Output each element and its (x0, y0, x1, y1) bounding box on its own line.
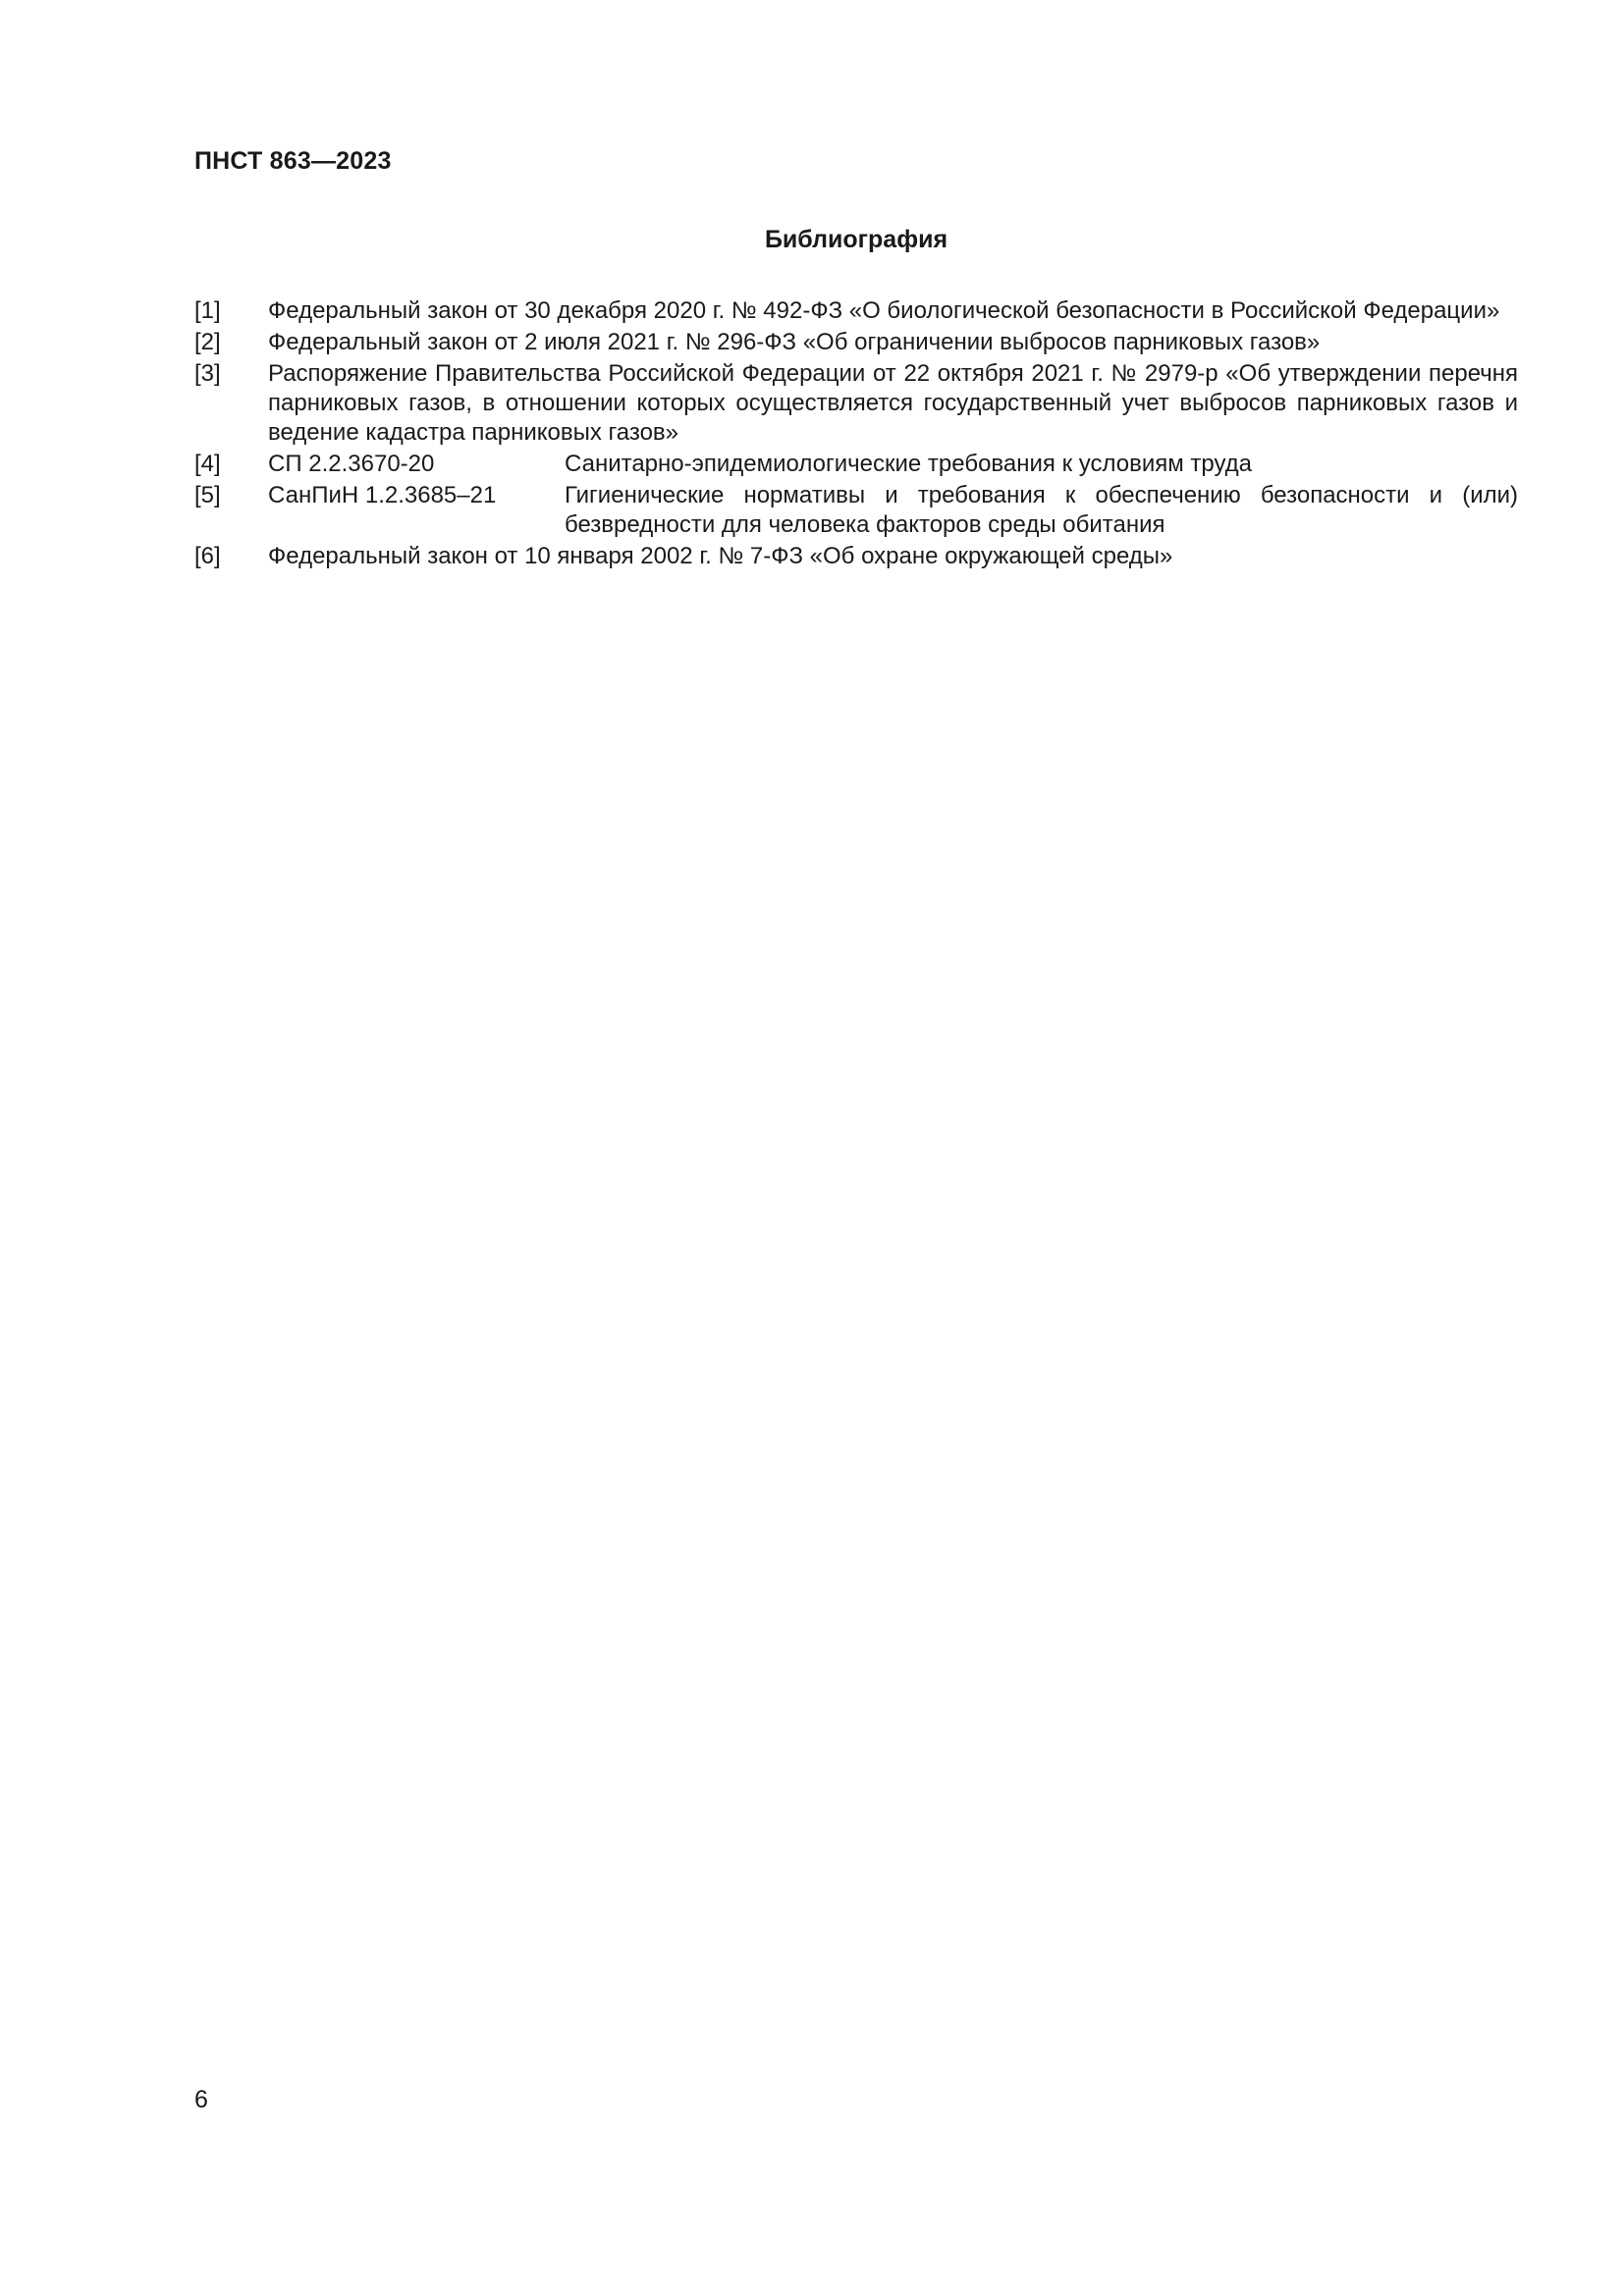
entry-number: [5] (194, 482, 221, 508)
entry-code: СП 2.2.3670-20 (268, 451, 435, 477)
entry-number: [4] (194, 451, 221, 477)
entry-text: Федеральный закон от 30 декабря 2020 г. № 492-ФЗ «О биологической безопасности в Российской Федерации» (268, 297, 1500, 324)
entry-number: [1] (194, 297, 221, 324)
bibliography-entry-6 (194, 542, 1518, 571)
entry-text: Гигиенические нормативы и требования к обеспечению безопасности и (или) безвредности для человека факторов среды обитания (565, 482, 1518, 538)
entry-code: СанПиН 1.2.3685–21 (268, 482, 497, 508)
bibliography-entry-5 (194, 481, 1518, 540)
bibliography-entry-1 (194, 296, 1518, 326)
bibliography-title: Библиография (764, 226, 948, 253)
entry-text: Федеральный закон от 10 января 2002 г. № 7-ФЗ «Об охране окружающей среды» (268, 543, 1173, 569)
entry-text: Распоряжение Правительства Российской Федерации от 22 октября 2021 г. № 2979-р «Об утверждении перечня парниковых газов, в отношении которых осуществляется государственный учет выбросов парниковых газов и ведение кадастра парниковых газов» (268, 360, 1518, 446)
entry-number: [2] (194, 329, 221, 355)
page-number: 6 (194, 2086, 208, 2113)
bibliography-entry-4 (194, 450, 1518, 479)
bibliography-entry-3 (194, 359, 1518, 448)
bibliography-list (194, 296, 1518, 573)
entry-text: Санитарно-эпидемиологические требования к условиям труда (565, 451, 1253, 477)
entry-text: Федеральный закон от 2 июля 2021 г. № 296-ФЗ «Об ограничении выбросов парниковых газов» (268, 329, 1321, 355)
bibliography-entry-2 (194, 328, 1518, 357)
entry-number: [6] (194, 543, 221, 569)
entry-number: [3] (194, 360, 221, 387)
document-code: ПНСТ 863—2023 (194, 147, 392, 175)
